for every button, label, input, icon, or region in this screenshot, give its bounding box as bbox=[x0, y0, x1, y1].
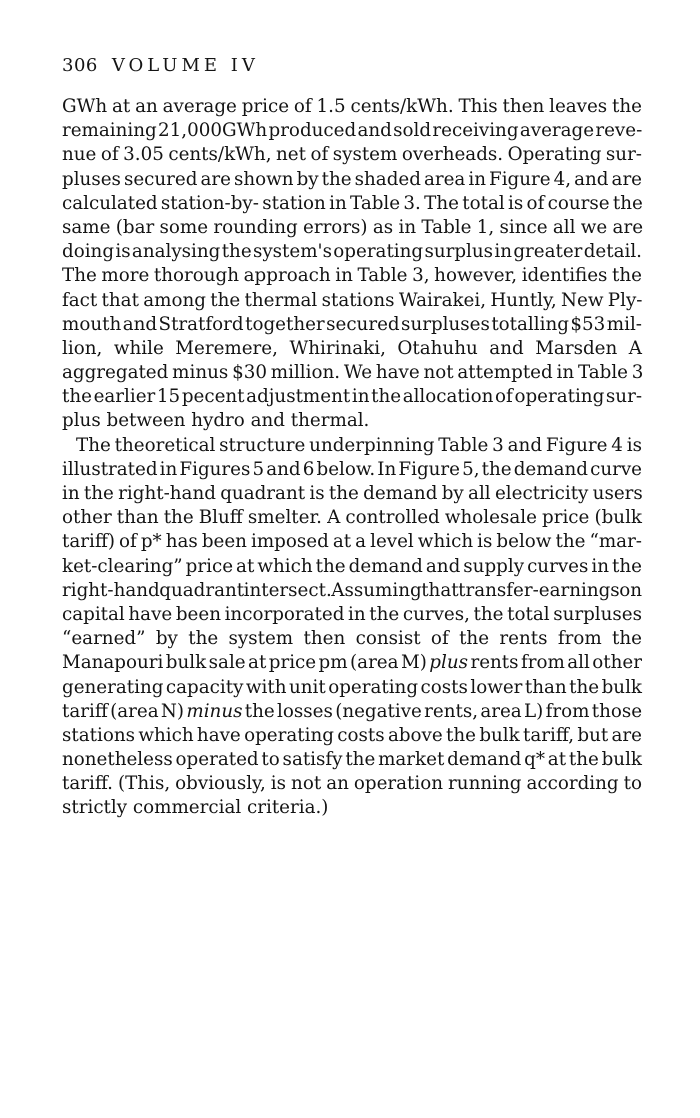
text-segment: tariff (area N) bbox=[62, 700, 185, 722]
text-line: ket-clearing” price at which the demand and supply curves in the bbox=[62, 555, 642, 577]
text-line: generating capacity with unit operating costs lower than the bulk bbox=[62, 676, 642, 698]
text-line: lion, while Meremere, Whirinaki, Otahuhu and Marsden A bbox=[62, 337, 642, 359]
body-text bbox=[62, 95, 642, 821]
paragraph-1 bbox=[62, 95, 642, 434]
text-line-mixed bbox=[62, 700, 642, 724]
text-line: pluses secured are shown by the shaded area in Figure 4, and are bbox=[62, 168, 642, 190]
text-line: remaining 21,000GWh produced and sold receiving average reve- bbox=[62, 120, 643, 142]
text-line: other than the Bluff smelter. A controlled wholesale price (bulk bbox=[62, 507, 642, 529]
text-line: nue of 3.05 cents/kWh, net of system overheads. Operating sur- bbox=[62, 144, 642, 166]
text-line: tariff. (This, obviously, is not an operation running according to bbox=[62, 773, 642, 795]
text-line: aggregated minus $30 million. We have not attempted in Table 3 bbox=[62, 362, 644, 384]
text-line: calculated station-by- station in Table 3. The total is of course the bbox=[62, 192, 643, 214]
text-line: strictly commercial criteria.) bbox=[62, 797, 329, 819]
text-segment: the losses (negative rents, area L) from those bbox=[242, 700, 643, 722]
text-line: same (bar some rounding errors) as in Table 1, since all we are bbox=[62, 216, 644, 238]
text-line: plus between hydro and thermal. bbox=[62, 410, 370, 432]
text-line: stations which have operating costs above the bulk tariff, but are bbox=[62, 724, 642, 746]
text-line: fact that among the thermal stations Wairakei, Huntly, New Ply- bbox=[62, 289, 643, 311]
text-line: capital have been incorporated in the curves, the total surpluses bbox=[62, 603, 642, 625]
text-line: nonetheless operated to satisfy the market demand q* at the bulk bbox=[62, 749, 643, 771]
text-segment: Manapouri bulk sale at price pm (area M) bbox=[62, 652, 427, 674]
italic-word-minus: minus bbox=[186, 700, 243, 722]
text-line: mouth and Stratford together secured surpluses totalling $53 mil- bbox=[62, 313, 642, 335]
italic-word-plus: plus bbox=[429, 652, 468, 674]
text-line: tariff) of p* has been imposed at a level which is below the “mar- bbox=[62, 531, 642, 553]
text-line-mixed bbox=[62, 651, 642, 675]
paragraph-2 bbox=[62, 434, 642, 821]
text-line: The more thorough approach in Table 3, however, identifies the bbox=[62, 265, 642, 287]
text-line: in the right-hand quadrant is the demand by all electricity users bbox=[62, 483, 643, 504]
text-line: doing is analysing the system's operating surplus in greater detail. bbox=[62, 241, 642, 263]
text-line: “earned” by the system then consist of the rents from the bbox=[62, 628, 642, 650]
text-segment: rents from all other bbox=[468, 652, 642, 674]
text-line: the earlier 15 pecent adjustment in the allocation of operating sur- bbox=[62, 386, 642, 408]
running-head bbox=[62, 55, 259, 76]
text-line: GWh at an average price of 1.5 cents/kWh. This then leaves the bbox=[62, 96, 642, 117]
text-line: The theoretical structure underpinning Table 3 and Figure 4 is bbox=[76, 434, 642, 456]
page-number: 306 bbox=[62, 55, 98, 76]
text-line: illustrated in Figures 5 and 6 below. In Figure 5, the demand curve bbox=[62, 458, 642, 480]
volume-title: VOLUME IV bbox=[111, 55, 259, 76]
text-line: right-hand quadrant intersect. Assuming that transfer-earnings on bbox=[62, 579, 642, 601]
